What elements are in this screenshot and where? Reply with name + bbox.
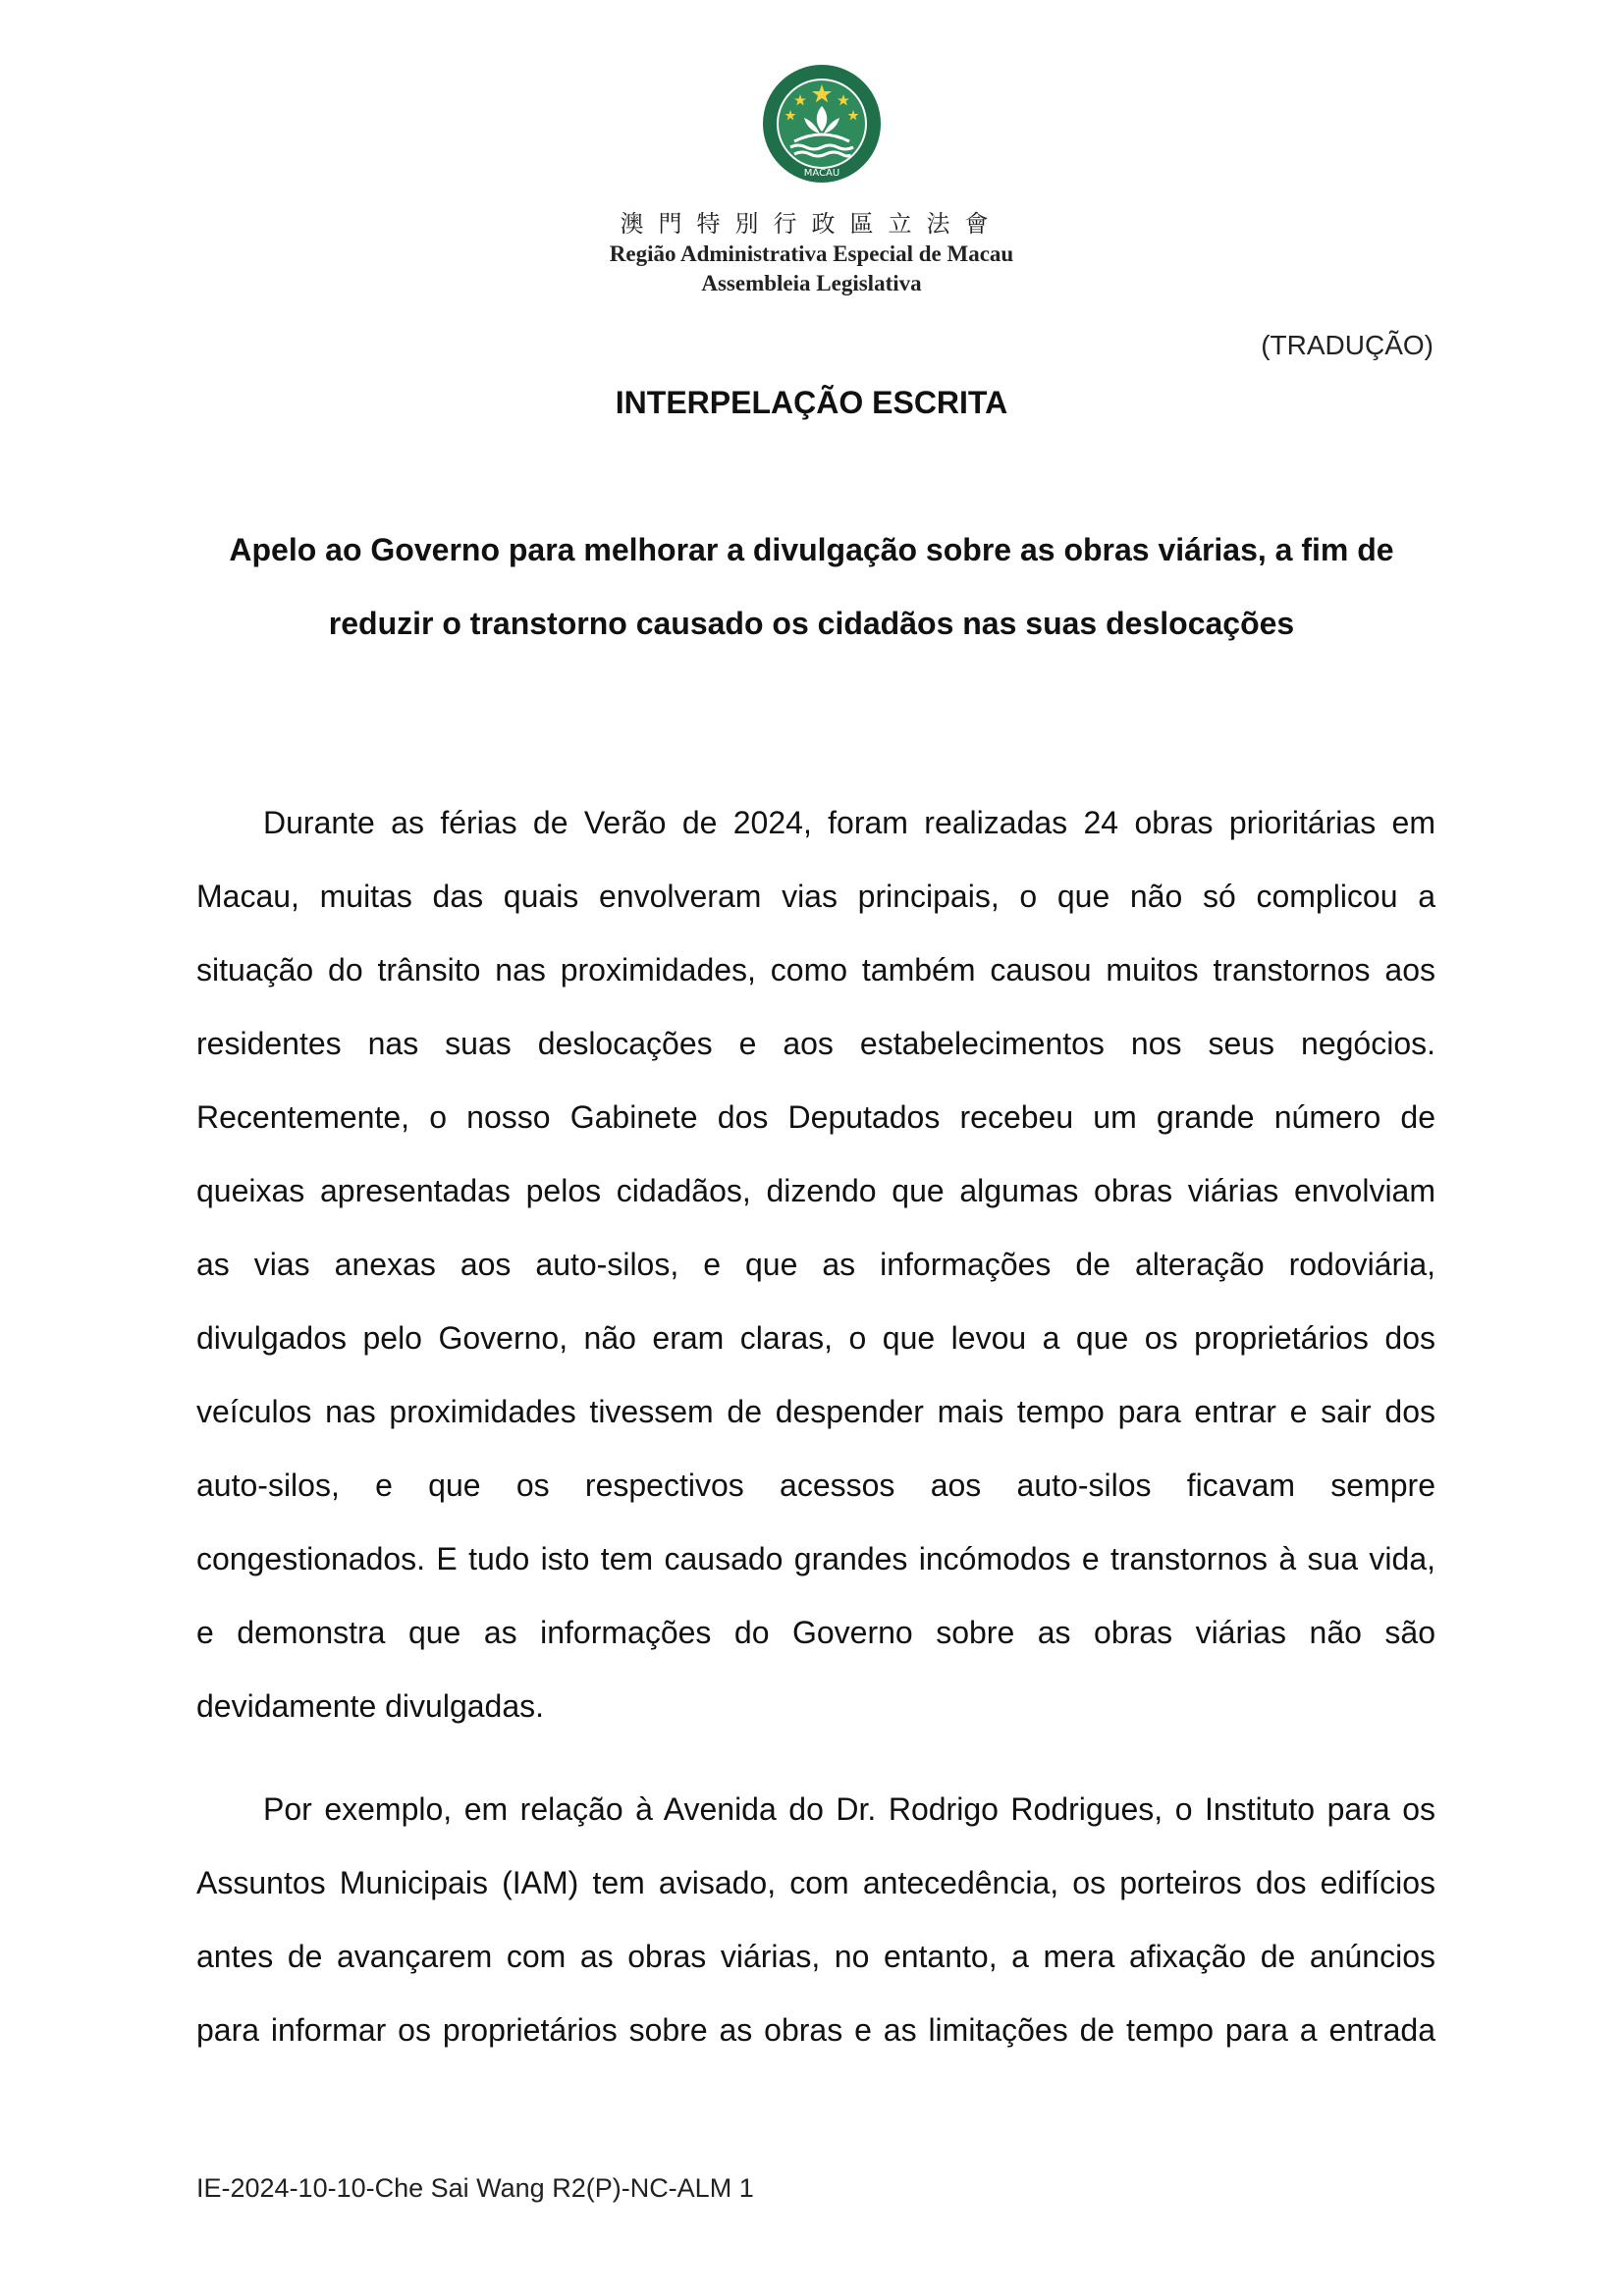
paragraph-line: Recentemente, o nosso Gabinete dos Deputados recebeu um grande número de — [196, 1099, 1435, 1135]
paragraph-line: e demonstra que as informações do Governo sobre as obras viárias não são — [196, 1615, 1435, 1650]
institution-name-region: Região Administrativa Especial de Macau — [609, 241, 1014, 266]
paragraph-line: residentes nas suas deslocações e aos estabelecimentos nos seus negócios. — [196, 1026, 1435, 1061]
document-type-heading: INTERPELAÇÃO ESCRITA — [615, 385, 1008, 420]
paragraph-line: situação do trânsito nas proximidades, como também causou muitos transtornos aos — [196, 952, 1435, 988]
macau-emblem-icon — [761, 63, 883, 185]
paragraph-line: divulgados pelo Governo, não eram claras, o que levou a que os proprietários dos — [196, 1320, 1435, 1356]
paragraph-line: para informar os proprietários sobre as obras e as limitações de tempo para a entrada — [196, 2012, 1435, 2048]
paragraph-line: auto-silos, e que os respectivos acessos aos auto-silos ficavam sempre — [196, 1468, 1435, 1503]
paragraph-line: antes de avançarem com as obras viárias, no entanto, a mera afixação de anúncios — [196, 1939, 1435, 1974]
paragraph-line: Macau, muitas das quais envolveram vias principais, o que não só complicou a — [196, 879, 1435, 914]
paragraph-line: as vias anexas aos auto-silos, e que as informações de alteração rodoviária, — [196, 1247, 1435, 1282]
institution-name-chinese: 澳門特別行政區立法會 — [620, 210, 1003, 238]
page-footer-reference: IE-2024-10-10-Che Sai Wang R2(P)-NC-ALM 1 — [196, 2173, 754, 2203]
paragraph-line: Assuntos Municipais (IAM) tem avisado, com antecedência, os porteiros dos edifícios — [196, 1865, 1435, 1900]
document-title-line: Apelo ao Governo para melhorar a divulgação sobre as obras viárias, a fim de — [229, 532, 1394, 567]
document-title-line: reduzir o transtorno causado os cidadãos nas suas deslocações — [328, 606, 1295, 641]
paragraph-line: queixas apresentadas pelos cidadãos, dizendo que algumas obras viárias envolviam — [196, 1173, 1435, 1208]
paragraph-line: veículos nas proximidades tivessem de despender mais tempo para entrar e sair dos — [196, 1394, 1435, 1429]
paragraph-line: Por exemplo, em relação à Avenida do Dr. Rodrigo Rodrigues, o Instituto para os — [263, 1791, 1435, 1827]
paragraph-line: devidamente divulgadas. — [196, 1688, 545, 1724]
paragraph-line: Durante as férias de Verão de 2024, foram realizadas 24 obras prioritárias em — [263, 805, 1435, 840]
institution-name-assembly: Assembleia Legislativa — [701, 271, 922, 295]
body-paragraph — [196, 1789, 1435, 2084]
emblem-caption: MACAU — [803, 168, 840, 179]
body-paragraph — [196, 803, 1435, 1760]
paragraph-line: congestionados. E tudo isto tem causado grandes incómodos e transtornos à sua vida, — [196, 1541, 1435, 1576]
translation-label: (TRADUÇÃO) — [1261, 330, 1434, 360]
